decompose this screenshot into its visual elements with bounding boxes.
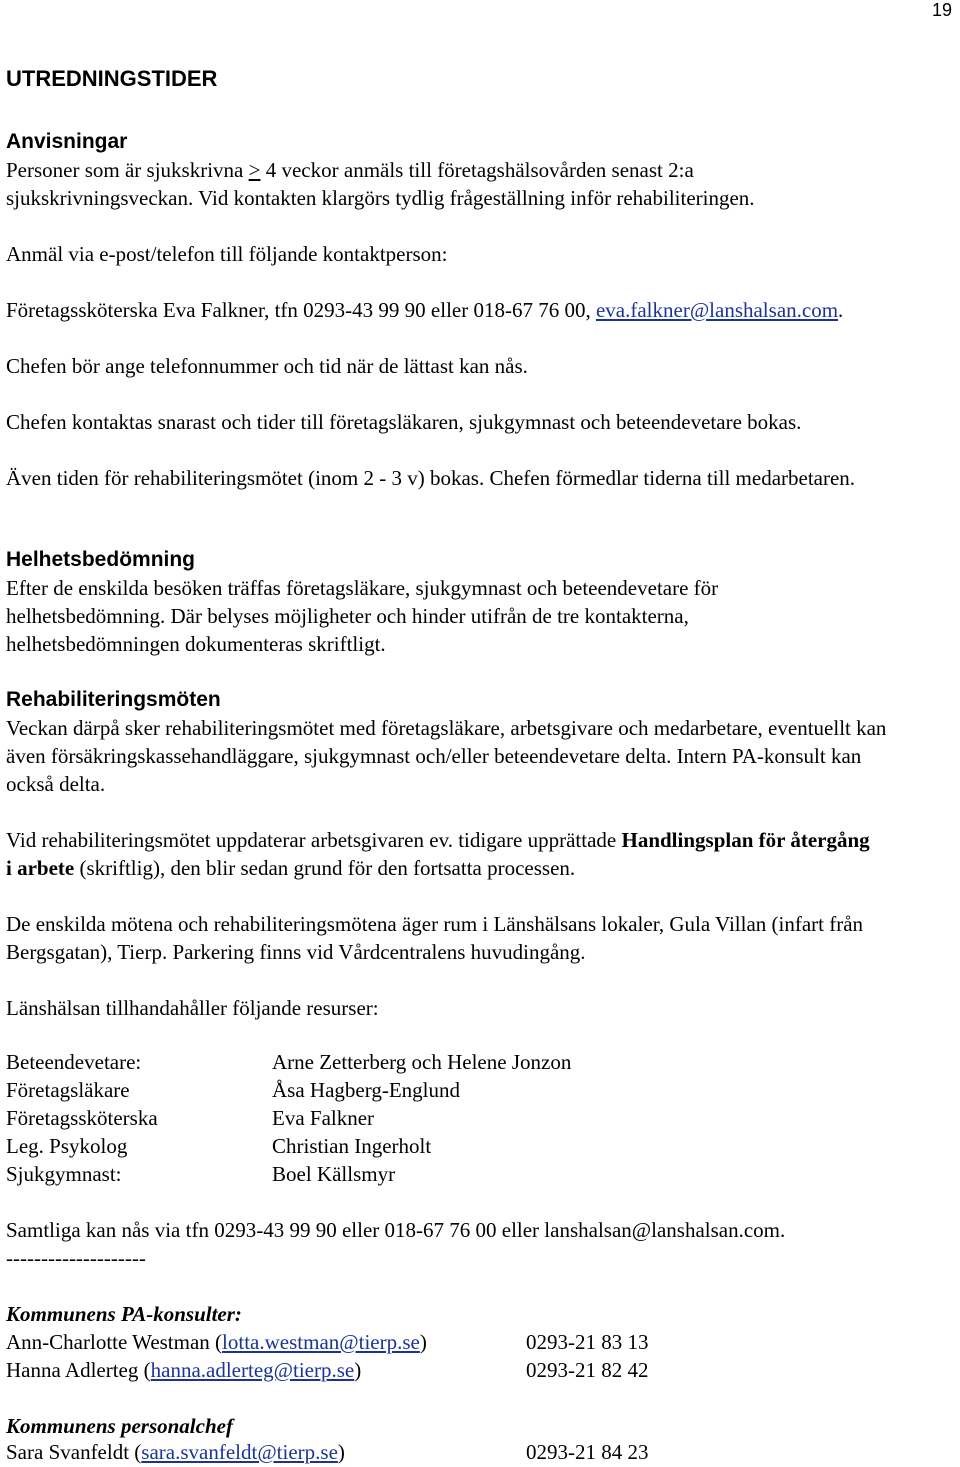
resource-role: Sjukgymnast: xyxy=(6,1162,122,1186)
contact-name-text: Hanna Adlerteg ( xyxy=(6,1358,151,1382)
contact-name xyxy=(6,1356,361,1384)
contact-paragraph xyxy=(6,296,843,324)
pa-consultants-list xyxy=(6,1328,906,1384)
page-number: 19 xyxy=(931,0,952,20)
email-link-sara-svanfeldt[interactable]: sara.svanfeldt@tierp.se xyxy=(141,1440,338,1464)
contact-text: Företagssköterska Eva Falkner, tfn 0293-43 99 90 eller 018-67 76 00, xyxy=(6,298,596,322)
resource-role: Företagssköterska xyxy=(6,1106,158,1130)
rehab-paragraph-4: Länshälsan tillhandahåller följande resurser: xyxy=(6,996,379,1020)
resource-row xyxy=(6,1104,906,1132)
contact-phone: 0293-21 83 13 xyxy=(526,1330,649,1354)
paren-close: ) xyxy=(354,1358,362,1382)
section-heading-rehab: Rehabiliteringsmöten xyxy=(6,688,221,711)
resource-role: Leg. Psykolog xyxy=(6,1134,128,1158)
contact-row xyxy=(6,1356,906,1384)
anvisningar-paragraph-1 xyxy=(6,156,806,212)
resource-row xyxy=(6,1160,906,1188)
rehab-paragraph-1: Veckan därpå sker rehabiliteringsmötet med företagsläkare, arbetsgivare och medarbetare, eventuellt kan även försäkringskassehandläggare, sjukgymnast och/eller beteendevetare delta. Intern PA-konsult kan också delta. xyxy=(6,716,887,796)
resource-role: Beteendevetare: xyxy=(6,1050,142,1074)
divider-text: -------------------- xyxy=(6,1246,146,1270)
anvisningar-paragraph-4: Chefen bör ange telefonnummer och tid när de lättast kan nås. xyxy=(6,354,528,378)
resource-role: Företagsläkare xyxy=(6,1078,130,1102)
contact-phone: 0293-21 82 42 xyxy=(526,1358,649,1382)
resource-name: Åsa Hagberg-Englund xyxy=(272,1078,460,1102)
rehab-paragraph-2 xyxy=(6,826,876,882)
rehab-text: Vid rehabiliteringsmötet uppdaterar arbetsgivaren ev. tidigare upprättade xyxy=(6,828,622,852)
section-heading-helhet: Helhetsbedömning xyxy=(6,548,196,571)
page-title: UTREDNINGSTIDER xyxy=(6,66,218,91)
resource-row xyxy=(6,1132,906,1160)
anvisningar-paragraph-5: Chefen kontaktas snarast och tider till företagsläkaren, sjukgymnast och beteendevetare bokas. xyxy=(6,410,802,434)
hr-chief-heading: Kommunens personalchef xyxy=(6,1414,233,1438)
contact-name xyxy=(6,1438,345,1466)
paren-close: ) xyxy=(419,1330,427,1354)
section-heading-anvisningar: Anvisningar xyxy=(6,130,128,153)
resource-name: Arne Zetterberg och Helene Jonzon xyxy=(272,1050,572,1074)
resource-name: Eva Falkner xyxy=(272,1106,375,1130)
greater-equal-sign: > xyxy=(248,158,261,182)
rehab-text-cont: (skriftlig), den blir sedan grund för den fortsatta processen. xyxy=(74,856,576,880)
contact-name-text: Sara Svanfeldt ( xyxy=(6,1440,142,1464)
email-link-hanna-adlerteg[interactable]: hanna.adlerteg@tierp.se xyxy=(150,1358,355,1382)
anvisningar-text: Personer som är sjukskrivna xyxy=(6,158,249,182)
hr-chief-row xyxy=(6,1438,906,1466)
pa-consultants-heading: Kommunens PA-konsulter: xyxy=(6,1302,242,1326)
anvisningar-paragraph-2: Anmäl via e-post/telefon till följande kontaktperson: xyxy=(6,242,448,266)
email-link-eva-falkner[interactable]: eva.falkner@lanshalsan.com xyxy=(595,298,839,322)
email-link-lotta-westman[interactable]: lotta.westman@tierp.se xyxy=(222,1330,420,1354)
contact-name-text: Ann-Charlotte Westman ( xyxy=(6,1330,223,1354)
resource-name: Boel Källsmyr xyxy=(272,1162,396,1186)
contact-text-end: . xyxy=(838,298,844,322)
resource-name: Christian Ingerholt xyxy=(272,1134,432,1158)
resources-list xyxy=(6,1048,906,1188)
contact-name xyxy=(6,1328,427,1356)
paren-close: ) xyxy=(337,1440,345,1464)
handlingsplan-bold: Handlingsplan för återgång i arbete xyxy=(6,828,870,880)
contact-row xyxy=(6,1328,906,1356)
anvisningar-text-cont: 4 veckor anmäls till företagshälsovården senast 2:a sjukskrivningsveckan. Vid kontakten klargörs tydlig frågeställning inför rehabiliteringen. xyxy=(6,158,755,210)
resource-row xyxy=(6,1048,906,1076)
contact-row xyxy=(6,1438,906,1466)
contact-phone: 0293-21 84 23 xyxy=(526,1440,649,1464)
rehab-paragraph-3: De enskilda mötena och rehabiliteringsmötena äger rum i Länshälsans lokaler, Gula Villan (infart från Bergsgatan), Tierp. Parkering finns vid Vårdcentralens huvudingång. xyxy=(6,912,864,964)
anvisningar-paragraph-6: Även tiden för rehabiliteringsmötet (inom 2 - 3 v) bokas. Chefen förmedlar tiderna till medarbetaren. xyxy=(6,466,856,490)
reach-all-text: Samtliga kan nås via tfn 0293-43 99 90 eller 018-67 76 00 eller lanshalsan@lanshalsan.com. xyxy=(6,1218,786,1242)
resource-row xyxy=(6,1076,906,1104)
helhet-paragraph: Efter de enskilda besöken träffas företagsläkare, sjukgymnast och beteendevetare för helhetsbedömning. Där belyses möjligheter och hinder utifrån de tre kontakterna, helhetsbedömningen dokumenteras skriftligt. xyxy=(6,576,719,656)
